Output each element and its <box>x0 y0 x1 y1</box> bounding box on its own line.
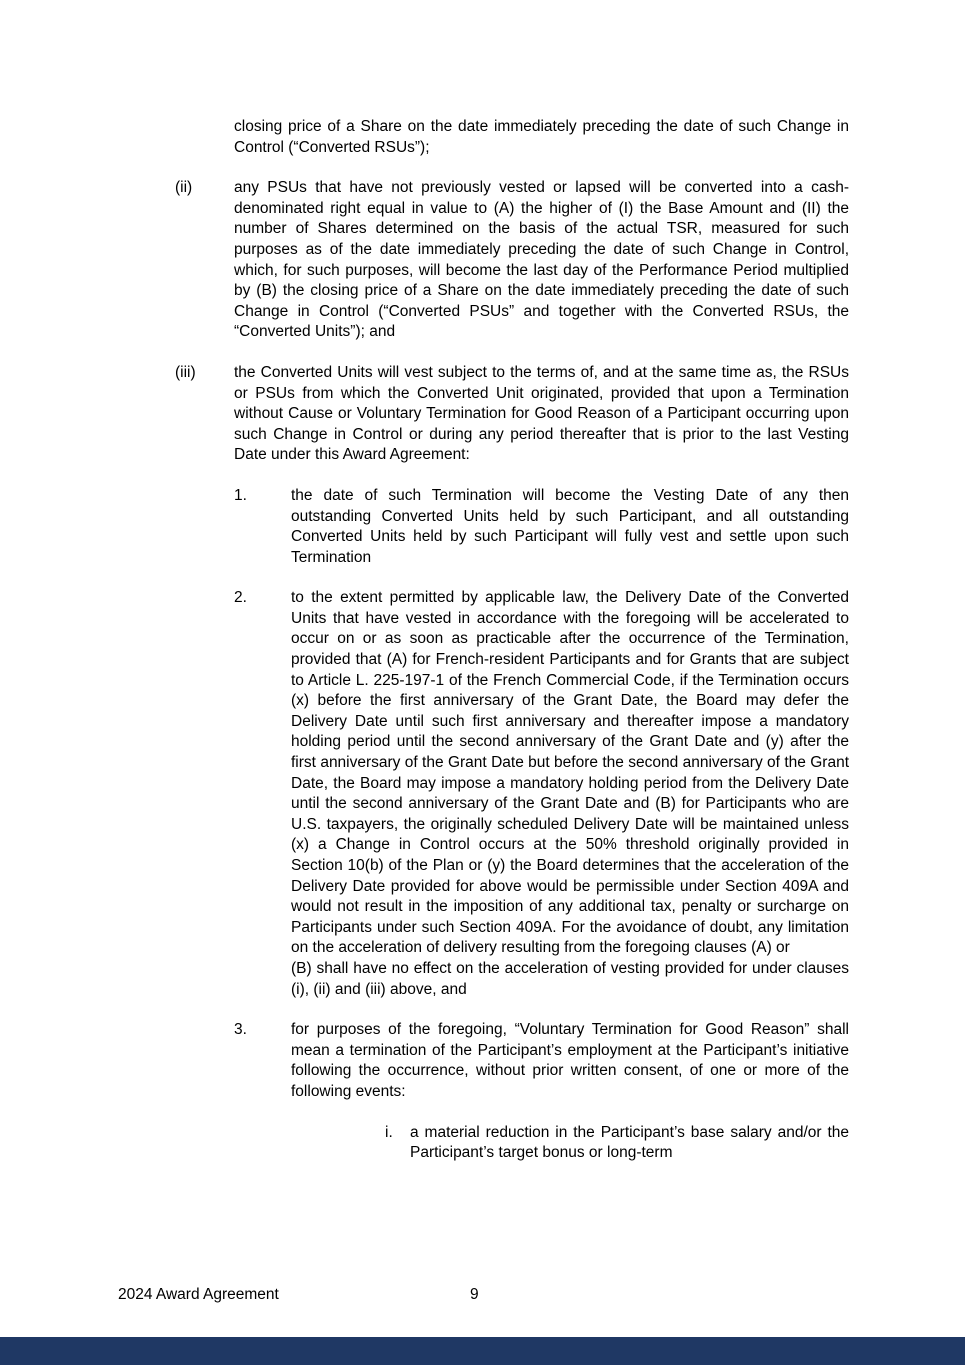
bottom-bar <box>0 1337 965 1365</box>
paragraph-continuation: closing price of a Share on the date immediately preceding the date of such Change in Control (“Converted RSUs”); <box>234 118 849 156</box>
list-item-2 <box>234 588 849 1000</box>
list-item-ii <box>175 178 849 343</box>
list-item-1 <box>234 486 849 568</box>
list-text-ii: any PSUs that have not previously vested or lapsed will be converted into a cash-denominated right equal in value to (A) the higher of (I) the Base Amount and (II) the number of Shares determined on the basis of the actual TSR, measured for such purposes as of the date immediately preceding the date of such Change in Control, which, for such purposes, will become the last day of the Performance Period multiplied by (B) the closing price of a Share on the date immediately preceding the date of such Change in Control (“Converted PSUs” and together with the Converted RSUs, the “Converted Units”); and <box>234 179 849 341</box>
list-text-2 <box>291 588 849 1000</box>
list-item-3 <box>234 1020 849 1102</box>
footer-document-title: 2024 Award Agreement <box>118 1286 279 1303</box>
document-body <box>175 117 849 1184</box>
list-marker-3: 3. <box>234 1021 247 1039</box>
list-marker-roman-i: i. <box>385 1123 393 1141</box>
page-footer <box>0 1286 965 1308</box>
list-item-roman-i <box>385 1123 849 1164</box>
list-marker-ii: (ii) <box>175 179 193 197</box>
list-text-3: for purposes of the foregoing, “Voluntary Termination for Good Reason” shall mean a termination of the Participant’s employment at the Participant’s initiative following the occurrence, without prior written consent, of one or more of the following events: <box>291 1021 849 1100</box>
list-text-2-part-2: (B) shall have no effect on the acceleration of vesting provided for under clauses (i), (ii) and (iii) above, and <box>291 959 849 998</box>
list-item-iii <box>175 363 849 466</box>
list-text-2-part-1: to the extent permitted by applicable law, the Delivery Date of the Converted Units that have vested in accordance with the foregoing will be accelerated to occur on or as soon as practicable after the occurrence of the Termination, provided that (A) for French-resident Participants and for Grants that are subject to Article L. 225-197-1 of the French Commercial Code, if the Termination occurs (x) before the first anniversary of the Grant Date, the Board may defer the Delivery Date until such first anniversary and thereafter impose a mandatory holding period until the second anniversary of the Grant Date and (y) after the first anniversary of the Grant Date but before the second anniversary of the Grant Date, the Board may impose a mandatory holding period from the Delivery Date until the second anniversary of the Grant Date and (B) for Participants who are U.S. taxpayers, the originally scheduled Delivery Date will be maintained unless (x) a Change in Control occurs at the 50% threshold originally provided in Section 10(b) of the Plan or (y) the Board determines that the acceleration of the Delivery Date provided for above would be permissible under Section 409A and would not result in the imposition of any additional tax, penalty or surcharge on Participants under such Section 409A. For the avoidance of doubt, any limitation on the acceleration of delivery resulting from the foregoing clauses (A) or <box>291 589 849 957</box>
list-text-iii: the Converted Units will vest subject to the terms of, and at the same time as, the RSUs or PSUs from which the Converted Unit originated, provided that upon a Termination without Cause or Voluntary Termination for Good Reason of a Participant occurring upon such Change in Control or during any period thereafter that is prior to the last Vesting Date under this Award Agreement: <box>234 363 849 464</box>
list-marker-iii: (iii) <box>175 363 196 381</box>
list-text-1: the date of such Termination will become the Vesting Date of any then outstanding Converted Units held by such Participant, and all outstanding Converted Units held by such Participant will fully vest and settle upon such Termination <box>291 486 849 566</box>
list-marker-2: 2. <box>234 589 247 607</box>
list-text-roman-i: a material reduction in the Participant’s base salary and/or the Participant’s target bonus or long-term <box>410 1123 849 1162</box>
list-marker-1: 1. <box>234 486 247 504</box>
footer-page-number: 9 <box>470 1286 479 1303</box>
